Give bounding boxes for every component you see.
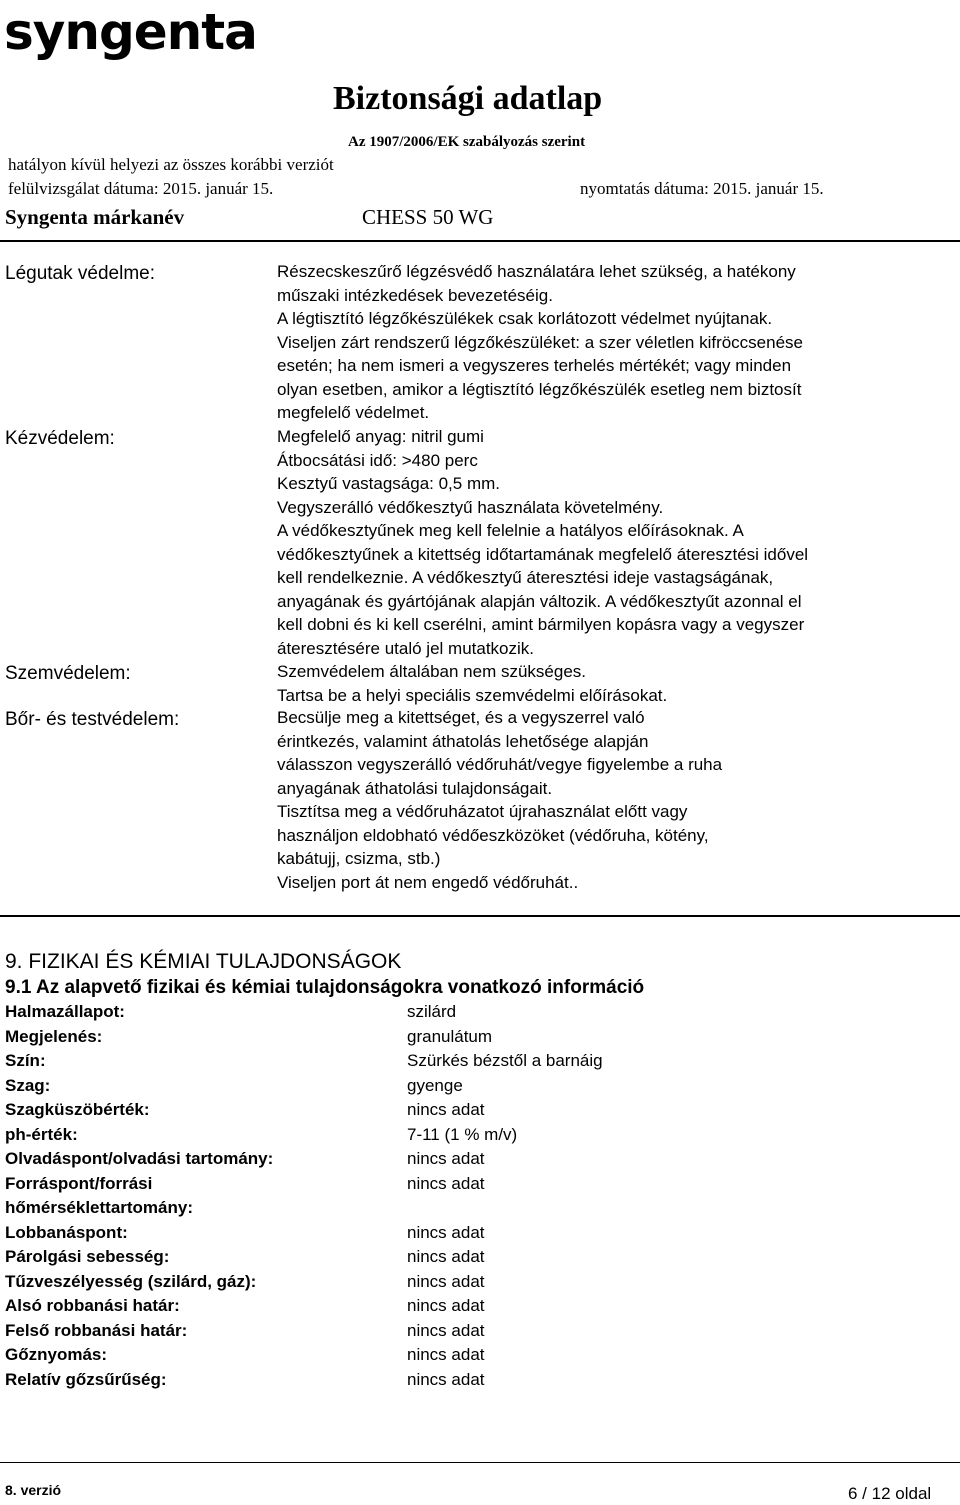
hand-line: Kesztyű vastagsága: 0,5 mm. [277, 474, 500, 493]
property-label: Relatív gőzsűrűség: [5, 1370, 167, 1389]
document-title: Biztonsági adatlap [333, 80, 603, 117]
property-value: nincs adat [407, 1247, 485, 1266]
body-line: kabátujj, csizma, stb.) [277, 849, 441, 868]
respiratory-line: Részecskeszűrő légzésvédő használatára lehet szükség, a hatékony [277, 262, 796, 281]
property-value: nincs adat [407, 1100, 485, 1119]
hand-line: Megfelelő anyag: nitril gumi [277, 427, 484, 446]
body-label: Bőr- és testvédelem: [5, 709, 180, 730]
respiratory-text [277, 260, 803, 425]
hand-line: A védőkesztyűnek meg kell felelnie a hatályos előírásoknak. A [277, 521, 744, 540]
property-label: ph-érték: [5, 1125, 78, 1144]
eye-line: Tartsa be a helyi speciális szemvédelmi előírásokat. [277, 685, 668, 705]
hand-line: Vegyszerálló védőkesztyű használata követelmény. [277, 497, 664, 517]
footer-divider [0, 1462, 960, 1463]
property-value: 7-11 (1 % m/v) [407, 1125, 518, 1144]
body-line: Viseljen port át nem engedő védőruhát.. [277, 872, 579, 892]
section-9-title: 9. FIZIKAI ÉS KÉMIAI TULAJDONSÁGOK [5, 950, 402, 973]
property-value: nincs adat [407, 1174, 485, 1193]
revision-date: felülvizsgálat dátuma: 2015. január 15. [8, 179, 274, 198]
body-line: használjon eldobható védőeszközöket (védőruha, kötény, [277, 825, 709, 845]
page-number: 6 / 12 oldal [848, 1484, 932, 1503]
respiratory-label: Légutak védelme: [5, 263, 155, 284]
property-value: nincs adat [407, 1345, 485, 1364]
property-label: Forráspont/forrási [5, 1174, 153, 1193]
property-value: nincs adat [407, 1272, 485, 1291]
eye-line: Szemvédelem általában nem szükséges. [277, 662, 586, 681]
regulation-note: Az 1907/2006/EK szabályozás szerint [348, 134, 586, 150]
property-label: hőmérséklettartomány: [5, 1198, 194, 1217]
hand-line: védőkesztyűnek a kitettség időtartamának megfelelő áteresztési idővel [277, 544, 809, 564]
body-line: válasszon vegyszerálló védőruhát/vegye figyelembe a ruha [277, 755, 723, 774]
respiratory-line: A légtisztító légzőkészülékek csak korlátozott védelmet nyújtanak. [277, 309, 773, 328]
section-9-1-subtitle: 9.1 Az alapvető fizikai és kémiai tulajdonságokra vonatkozó információ [5, 977, 645, 998]
property-value: nincs adat [407, 1370, 485, 1389]
hand-label: Kézvédelem: [5, 428, 115, 449]
property-value: Szürkés bézstől a barnáig [407, 1051, 603, 1070]
property-value: granulátum [407, 1027, 493, 1046]
section-divider [0, 915, 960, 917]
property-label: Lobbanáspont: [5, 1223, 128, 1242]
property-label: Gőznyomás: [5, 1345, 108, 1364]
body-line: anyagának áthatolási tulajdonságait. [277, 778, 553, 798]
hand-line: Átbocsátási idő: >480 perc [277, 450, 478, 470]
hand-line: anyagának és gyártójának alapján változik. A védőkesztyűt azonnal el [277, 591, 802, 611]
respiratory-line: megfelelő védelmet. [277, 403, 430, 422]
body-line: Tisztítsa meg a védőruházatot újrahasználat előtt vagy [277, 802, 688, 821]
property-label: Alsó robbanási határ: [5, 1296, 180, 1315]
property-label: Megjelenés: [5, 1027, 103, 1046]
property-label: Tűzveszélyesség (szilárd, gáz): [5, 1272, 257, 1291]
syngenta-logo: syngenta [4, 3, 257, 61]
supersedes-note: hatályon kívül helyezi az összes korábbi verziót [8, 155, 334, 174]
property-label: Szag: [5, 1076, 51, 1095]
eye-label: Szemvédelem: [5, 663, 131, 684]
hand-line: áteresztésére utaló jel mutatkozik. [277, 638, 535, 658]
hand-line: kell dobni és ki kell cserélni, amint bármilyen kopásra vagy a vegyszer [277, 615, 805, 634]
property-value: nincs adat [407, 1296, 485, 1315]
brand-label: Syngenta márkanév [5, 205, 185, 229]
property-value: nincs adat [407, 1149, 485, 1168]
property-value: nincs adat [407, 1321, 485, 1340]
property-label: Olvadáspont/olvadási tartomány: [5, 1149, 274, 1168]
eye-text [277, 660, 667, 707]
respiratory-line: Viseljen zárt rendszerű légzőkészüléket: a szer véletlen kifröccsenése [277, 332, 804, 352]
property-value: nincs adat [407, 1223, 485, 1242]
body-line: Becsülje meg a kitettséget, és a vegyszerrel való [277, 708, 645, 727]
respiratory-line: olyan esetben, amikor a légtisztító légzőkészülék esetleg nem biztosít [277, 379, 802, 399]
respiratory-line: műszaki intézkedések bevezetéséig. [277, 285, 553, 305]
body-line: érintkezés, valamint áthatolás lehetősége alapján [277, 731, 649, 751]
header-divider [0, 240, 960, 242]
property-label: Halmazállapot: [5, 1002, 125, 1021]
property-value: gyenge [407, 1076, 463, 1095]
property-value: szilárd [407, 1002, 457, 1021]
respiratory-line: esetén; ha nem ismeri a vegyszeres terhelés mértékét; vagy minden [277, 356, 792, 375]
property-label: Párolgási sebesség: [5, 1247, 170, 1266]
property-label: Szín: [5, 1051, 46, 1070]
print-date: nyomtatás dátuma: 2015. január 15. [580, 179, 824, 198]
version-label: 8. verzió [5, 1482, 62, 1498]
property-label: Szagküszöbérték: [5, 1100, 150, 1119]
property-label: Felső robbanási határ: [5, 1321, 188, 1340]
hand-text [277, 425, 808, 660]
hand-line: kell rendelkeznie. A védőkesztyű áteresztési ideje vastagságának, [277, 568, 774, 587]
body-text [277, 706, 722, 894]
product-name: CHESS 50 WG [362, 205, 494, 229]
